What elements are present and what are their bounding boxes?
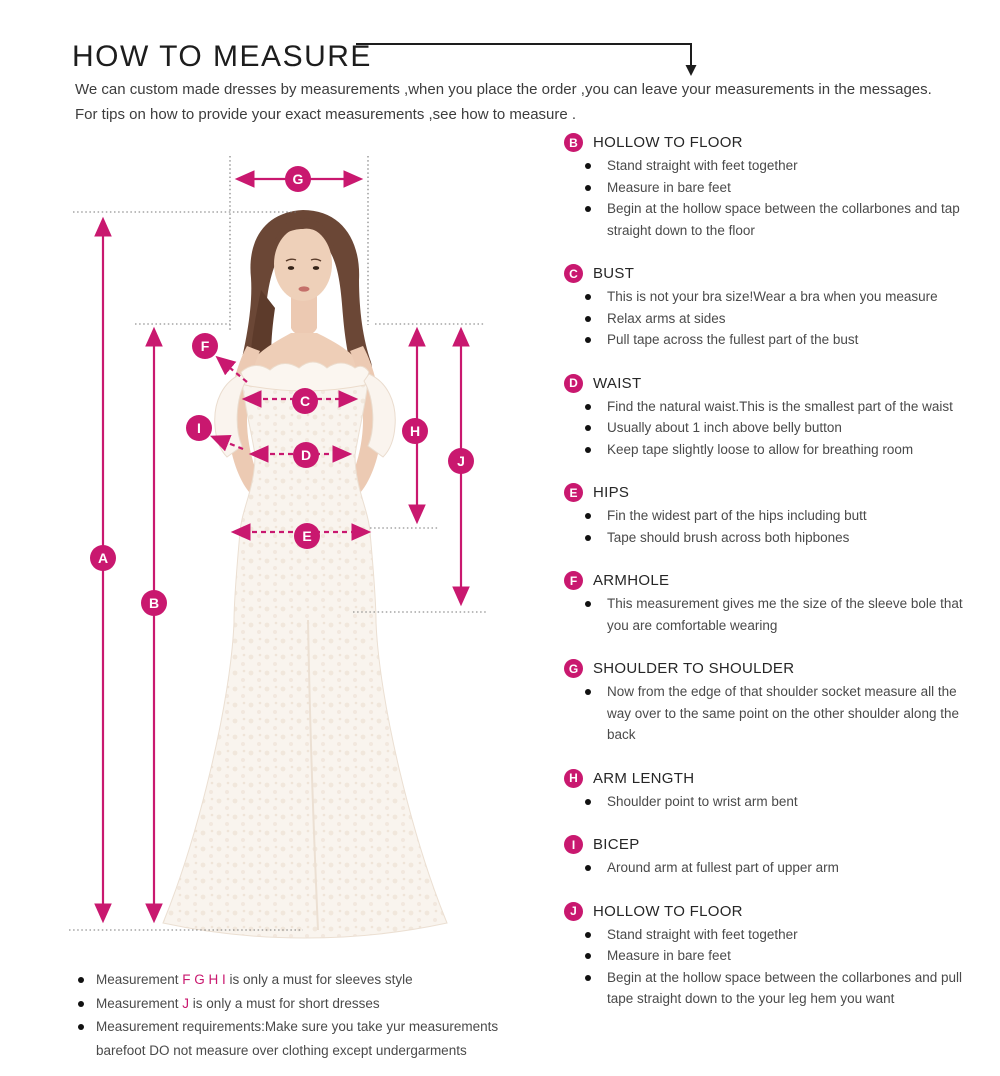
measurement-figure xyxy=(55,140,525,970)
model-illustration xyxy=(163,210,447,938)
page-title: HOW TO MEASURE xyxy=(72,40,372,74)
bullet-item: Usually about 1 inch above belly button xyxy=(560,417,972,439)
model-lips xyxy=(299,286,310,291)
section-title: ARM LENGTH xyxy=(593,769,695,787)
letter-badge: B xyxy=(564,133,583,152)
bullet-item: Tape should brush across both hipbones xyxy=(560,527,972,549)
section-title: BUST xyxy=(593,265,635,282)
section-title: SHOULDER TO SHOULDER xyxy=(593,660,795,677)
model-eye-right xyxy=(313,266,319,270)
marker-badge-d xyxy=(293,442,319,468)
model-eye-left xyxy=(288,266,294,270)
footnote-highlight-letters: J xyxy=(182,995,190,1011)
letter-badge: D xyxy=(564,374,583,393)
letter-badge: H xyxy=(564,769,583,788)
footnote-highlight-letters: F G H I xyxy=(182,972,226,987)
marker-letter: E xyxy=(302,528,312,544)
measure-section-j xyxy=(560,901,972,1010)
marker-badge-b xyxy=(141,590,167,616)
bullet-item: Begin at the hollow space between the collarbones and tap straight down to the floor xyxy=(560,198,972,241)
bullet-item: Keep tape slightly loose to allow for breathing room xyxy=(560,439,972,461)
letter-badge: F xyxy=(564,571,583,590)
bullet-item: Fin the widest part of the hips including butt xyxy=(560,505,972,527)
marker-letter: D xyxy=(300,447,312,463)
section-title: WAIST xyxy=(593,374,642,392)
measure-section-c xyxy=(560,263,972,351)
intro-text xyxy=(75,78,975,127)
section-title: HOLLOW TO FLOOR xyxy=(593,134,743,151)
measure-section-f xyxy=(560,570,972,636)
bullet-item: Begin at the hollow space between the collarbones and pull tape straight down to the your leg hem you want xyxy=(560,967,972,1010)
measure-section-g xyxy=(560,658,972,746)
measurement-definitions xyxy=(560,132,972,1032)
measure-section-e xyxy=(560,482,972,548)
title-pointer-arrow xyxy=(352,34,702,82)
letter-badge: C xyxy=(564,264,583,283)
marker-badge-i xyxy=(186,415,212,441)
intro-line-1: We can custom made dresses by measurements ,when you place the order ,you can leave your measurements in the messages. xyxy=(75,81,932,98)
letter-badge: J xyxy=(564,902,583,921)
marker-letter: B xyxy=(148,595,160,611)
marker-letter: G xyxy=(292,171,304,187)
marker-letter: F xyxy=(200,338,210,354)
bullet-item: Measure in bare feet xyxy=(560,177,972,199)
bullet-item: Pull tape across the fullest part of the bust xyxy=(560,329,972,351)
marker-badge-a xyxy=(90,545,116,571)
footnote-text: is only a must for sleeves style xyxy=(225,972,413,987)
measure-section-b xyxy=(560,132,972,241)
section-title: BICEP xyxy=(593,836,640,853)
letter-badge: I xyxy=(564,835,583,854)
measure-section-i xyxy=(560,834,972,879)
footnote-text: Measurement requirements:Make sure you take yur measurements barefoot DO not measure over clothing except undergarments xyxy=(96,1019,499,1058)
footnote-text: Measurement xyxy=(96,972,183,987)
marker-letter: A xyxy=(97,550,109,566)
bullet-item: Shoulder point to wrist arm bent xyxy=(560,791,972,813)
measurement-figure-svg xyxy=(55,140,525,970)
bullet-item: This measurement gives me the size of the sleeve bole that you are comfortable wearing xyxy=(560,593,972,636)
bullet-item: This is not your bra size!Wear a bra when you measure xyxy=(560,286,972,308)
marker-letter: J xyxy=(457,453,465,469)
marker-badge-h xyxy=(402,418,428,444)
marker-badge-g xyxy=(285,166,311,192)
marker-letter: H xyxy=(409,423,421,439)
marker-badge-e xyxy=(294,523,320,549)
bullet-item: Stand straight with feet together xyxy=(560,924,972,946)
footnote-item xyxy=(78,968,522,992)
section-title: HIPS xyxy=(593,484,630,501)
letter-badge: G xyxy=(564,659,583,678)
marker-letter: I xyxy=(197,420,201,436)
bullet-item: Find the natural waist.This is the smallest part of the waist xyxy=(560,396,972,418)
model-dress-neckline xyxy=(241,362,369,391)
marker-badge-f xyxy=(192,333,218,359)
footnote-text: Measurement xyxy=(96,995,183,1011)
footnote-item xyxy=(78,1015,522,1062)
bullet-item: Around arm at fullest part of upper arm xyxy=(560,857,972,879)
measure-section-h xyxy=(560,768,972,813)
section-title: ARMHOLE xyxy=(593,572,670,589)
intro-line-2: For tips on how to provide your exact measurements ,see how to measure . xyxy=(75,105,577,123)
bullet-item: Relax arms at sides xyxy=(560,308,972,330)
bullet-item: Stand straight with feet together xyxy=(560,155,972,177)
bullet-item: Measure in bare feet xyxy=(560,945,972,967)
footnote-text: is only a must for short dresses xyxy=(189,995,380,1011)
measure-section-d xyxy=(560,373,972,461)
marker-letter: C xyxy=(299,393,311,409)
letter-badge: E xyxy=(564,483,583,502)
footnotes xyxy=(78,968,522,1062)
marker-badge-j xyxy=(448,448,474,474)
marker-badge-c xyxy=(292,388,318,414)
bullet-item: Now from the edge of that shoulder socket measure all the way over to the same point on the other shoulder along the back xyxy=(560,681,972,746)
section-title: HOLLOW TO FLOOR xyxy=(593,902,743,920)
footnote-item xyxy=(78,992,522,1016)
